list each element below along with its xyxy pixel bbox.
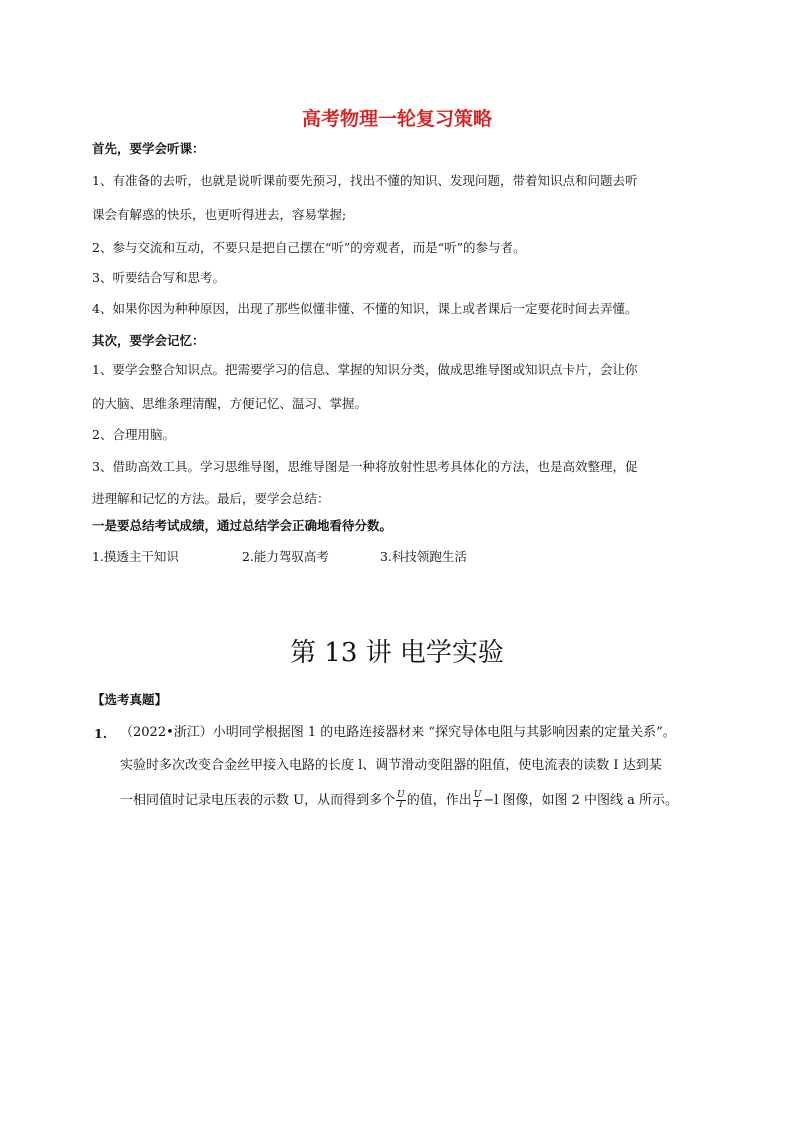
question-line-2: 实验时多次改变合金丝甲接入电路的长度 l、调节滑动变阻器的阻值，使电流表的读数 I 达到某 [120, 758, 662, 773]
listening-item-1-line2: 课会有解惑的快乐，也更听得进去，容易掌握; [92, 207, 347, 222]
section-heading: 其次，要学会记忆： [92, 333, 205, 348]
listening-item-3: 3、听要结合写和思考。 [92, 270, 225, 285]
memory-item-3-line2: 进理解和记忆的方法。最后，要学会总结： [92, 491, 330, 506]
memory-item-1-line1: 1、要学会整合知识点。把需要学习的信息、掌握的知识分类，做成思维导图或知识点卡片，会让你 [92, 362, 638, 377]
section-tag: 【选考真题】 [92, 692, 168, 707]
question-line-3 [120, 791, 760, 810]
listening-item-4: 4、如果你因为种种原因，出现了那些似懂非懂、不懂的知识，课上或者课后一定要花时间去弄懂。 [92, 301, 638, 316]
memory-item-1-line2: 的大脑、思维条理清醒，方便记忆、温习、掌握。 [92, 396, 368, 411]
fraction-numerator: U [397, 790, 405, 800]
fraction-u-over-i [473, 791, 483, 810]
summary-line [92, 518, 712, 534]
fraction-u-over-i [396, 791, 406, 810]
question-text: 一相同值时记录电压表的示数 U，从而得到多个 [120, 793, 396, 808]
section-heading: 首先，要学会听课： [92, 141, 205, 156]
summary-bold-text: 一是要总结考试成绩，通过总结学会正确地看待分数。 [92, 518, 393, 533]
fraction-numerator: U [473, 790, 482, 800]
tip-item: 3.科技领跑生活 [379, 549, 467, 564]
fraction-denominator: I [475, 800, 480, 810]
tip-item: 2.能力驾驭高考 [241, 549, 329, 564]
tip-item: 1.摸透主干知识 [92, 549, 179, 564]
fraction-denominator: I [399, 800, 403, 810]
question-number: 1. [94, 726, 108, 741]
question-text: 的值，作出 [406, 793, 472, 808]
listening-item-1-line1: 1、有准备的去听，也就是说听课前要先预习，找出不懂的知识、发现问题，带着知识点和问题去听 [92, 173, 638, 188]
question-text: −l 图像，如图 2 中图线 a 所示。 [483, 793, 679, 808]
section-memory-heading [92, 333, 712, 349]
section-listening-heading [92, 141, 712, 157]
memory-item-2: 2、合理用脑。 [92, 427, 175, 442]
question-line-1: （2022•浙江）小明同学根据图 1 的电路连接器材来 “探究导体电阻与其影响因素的定量关系”。 [120, 725, 676, 740]
main-title: 高考物理一轮复习策略 [301, 108, 492, 130]
listening-item-2: 2、参与交流和互动，不要只是把自己摆在“听”的旁观者，而是“听”的参与者。 [92, 240, 526, 255]
memory-item-3-line1: 3、借助高效工具。学习思维导图，思维导图是一种将放射性思考具体化的方法，也是高效整理，促 [92, 459, 638, 474]
lecture-title: 第 13 讲 电学实验 [290, 638, 504, 668]
tips-row [92, 549, 692, 565]
